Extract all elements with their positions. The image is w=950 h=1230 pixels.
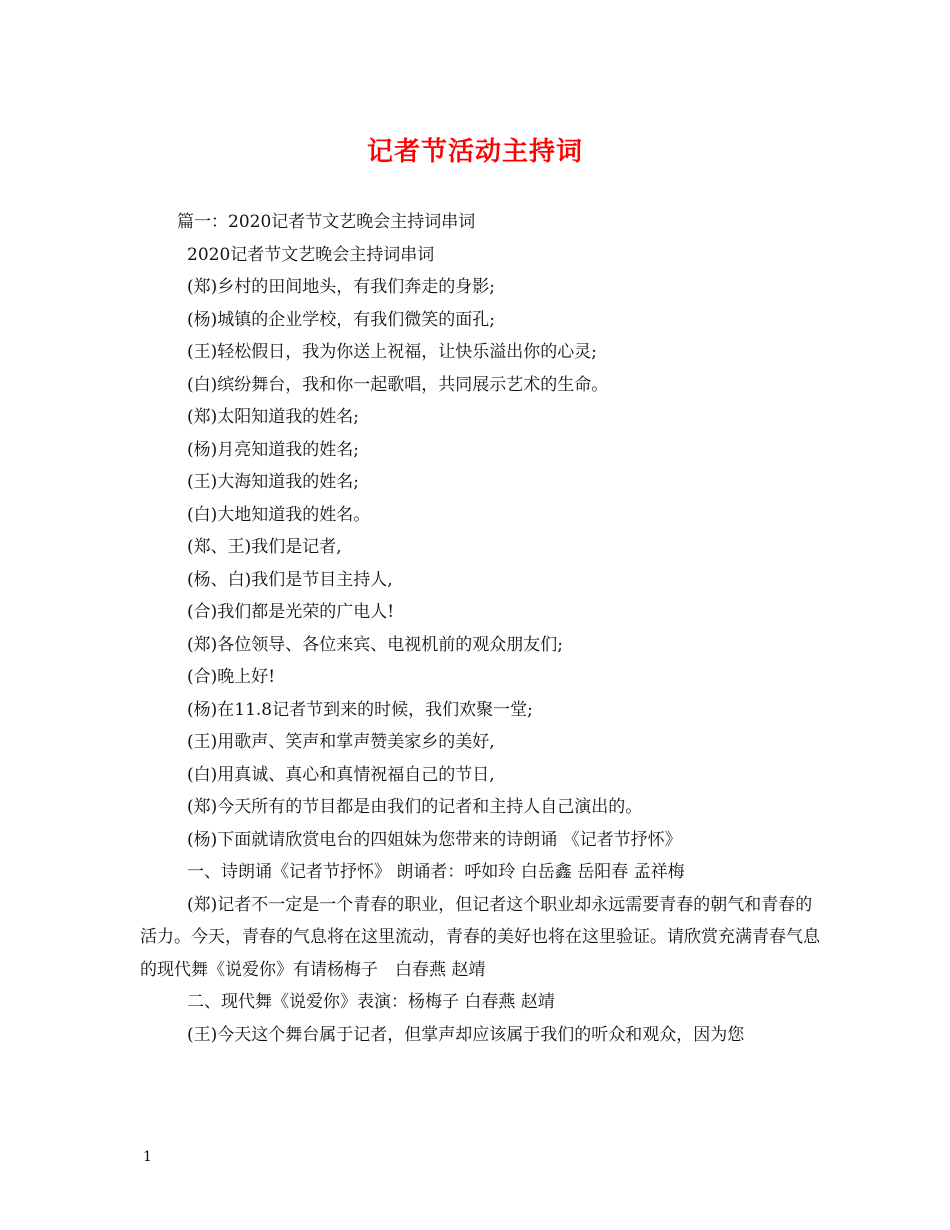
script-line: (王)大海知道我的姓名;	[187, 472, 359, 492]
script-line: (郑、王)我们是记者,	[187, 537, 342, 557]
script-line: (合)晚上好!	[187, 667, 276, 687]
script-line: (合)我们都是光荣的广电人!	[187, 602, 395, 622]
script-line: (郑)太阳知道我的姓名;	[187, 407, 359, 427]
script-line: (杨)在11.8记者节到来的时候，我们欢聚一堂;	[187, 699, 533, 720]
page-number: 1	[143, 1149, 152, 1165]
section-heading: 篇一：2020记者节文艺晚会主持词串词	[177, 212, 476, 232]
script-line: (郑)今天所有的节目都是由我们的记者和主持人自己演出的。	[187, 797, 643, 817]
script-line: (杨)下面就请欣赏电台的四姐妹为您带来的诗朗诵 《记者节抒怀》	[187, 829, 682, 850]
script-line: (白)缤纷舞台，我和你一起歌唱，共同展示艺术的生命。	[187, 374, 609, 395]
program-item: 二、现代舞《说爱你》表演：杨梅子 白春燕 赵靖	[187, 992, 555, 1012]
script-paragraph: (郑)记者不一定是一个青春的职业，但记者这个职业却永远需要青春的朝气和青春的活力。今天，青春的气息将在这里流动，青春的美好也将在这里验证。请欣赏充满青春气息的现代舞《说爱你》有请杨梅子 白春燕 赵靖	[140, 894, 820, 980]
subheading: 2020记者节文艺晚会主持词串词	[187, 244, 435, 265]
script-line: (郑)乡村的田间地头，有我们奔走的身影;	[187, 277, 495, 297]
script-line: (王)轻松假日，我为你送上祝福，让快乐溢出你的心灵;	[187, 342, 597, 362]
document-title: 记者节活动主持词	[366, 137, 583, 167]
script-line: (王)今天这个舞台属于记者，但掌声却应该属于我们的听众和观众，因为您	[187, 1024, 745, 1045]
script-line: (白)用真诚、真心和真情祝福自己的节日,	[187, 764, 495, 785]
script-line: (杨)城镇的企业学校，有我们微笑的面孔;	[187, 309, 495, 330]
document-body	[140, 206, 820, 1051]
program-item: 一、诗朗诵《记者节抒怀》 朗诵者：呼如玲 白岳鑫 岳阳春 孟祥梅	[187, 862, 685, 882]
script-line: (杨)月亮知道我的姓名;	[187, 439, 359, 460]
script-line: (王)用歌声、笑声和掌声赞美家乡的美好,	[187, 732, 495, 752]
script-line: (杨、白)我们是节目主持人,	[187, 569, 393, 590]
script-line: (郑)各位领导、各位来宾、电视机前的观众朋友们;	[187, 634, 563, 655]
script-line: (白)大地知道我的姓名。	[187, 504, 371, 525]
